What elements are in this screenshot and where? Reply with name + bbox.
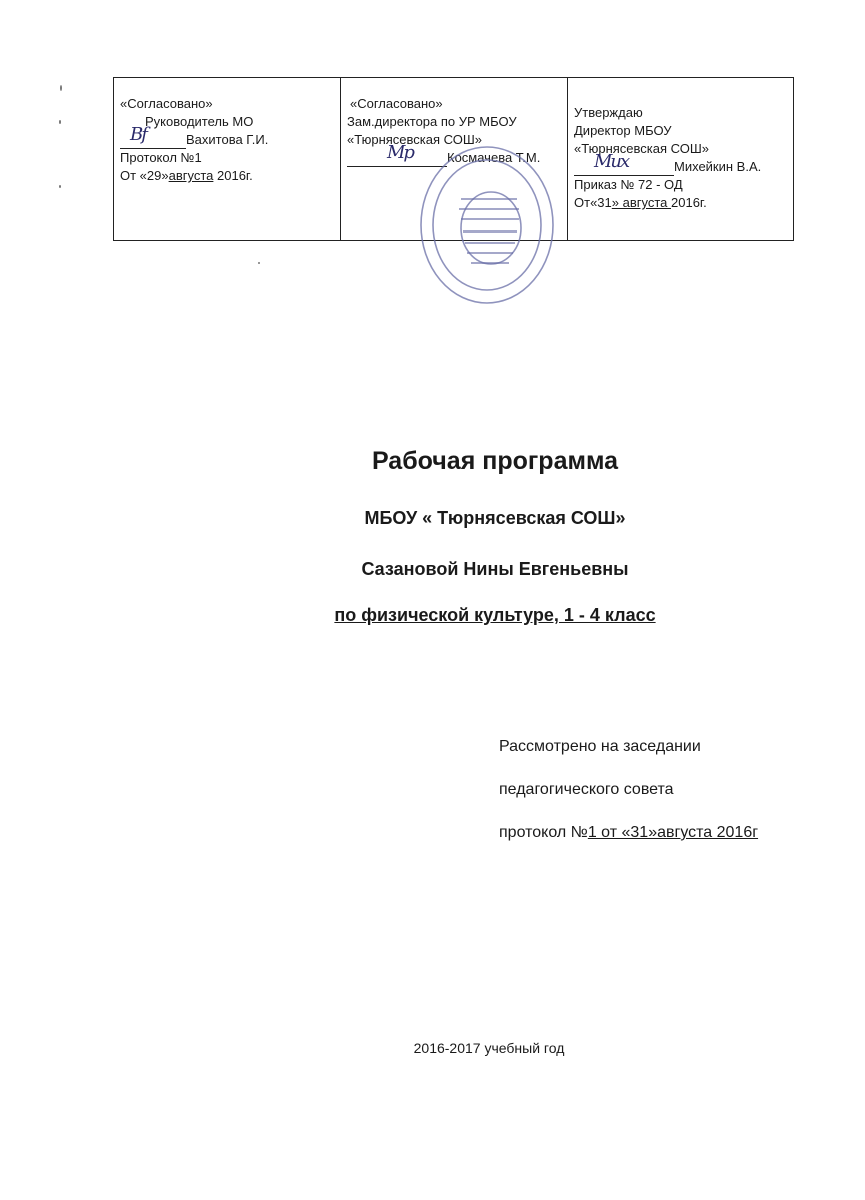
approval-role: Директор МБОУ (574, 123, 672, 138)
approval-cell-director (568, 78, 794, 241)
academic-year: 2016-2017 учебный год (413, 1040, 565, 1056)
approval-heading: «Согласовано» (350, 96, 443, 111)
signature-blank (574, 151, 674, 176)
approval-signature-line (120, 124, 336, 149)
signature-mark: Мих (594, 151, 629, 172)
school-name: МБОУ « Тюрнясевская СОШ» (364, 508, 626, 528)
signature-mark: Мр (387, 142, 413, 163)
signature-mark: Вf (130, 124, 146, 145)
approval-date: От«31» августа 2016г. (574, 195, 707, 210)
scan-speck (59, 120, 61, 124)
approval-org: «Тюрнясевская СОШ» (574, 141, 710, 156)
approval-role: Руководитель МО (145, 114, 254, 129)
approval-cell-methodology (114, 78, 341, 241)
approval-order: Приказ № 72 - ОД (574, 177, 683, 192)
approval-name: Космачева Т.М. (447, 150, 541, 165)
approval-heading: Утверждаю (574, 105, 643, 120)
approval-org: «Тюрнясевская СОШ» (347, 132, 483, 147)
subject-line: по физической культуре, 1 - 4 класс (334, 605, 656, 625)
scan-speck (258, 262, 260, 264)
teacher-name: Сазановой Нины Евгеньевны (361, 559, 629, 579)
approval-date: От «29»августа 2016г. (120, 168, 253, 183)
approval-role: Зам.директора по УР МБОУ (347, 114, 517, 129)
scan-speck (60, 85, 62, 91)
school-seal-stamp (415, 140, 560, 310)
approval-signature-line (574, 151, 789, 176)
review-line-3: протокол №1 от «31»августа 2016г (499, 824, 759, 841)
approval-name: Вахитова Г.И. (186, 132, 269, 147)
signature-blank (120, 124, 186, 149)
approval-name: Михейкин В.А. (674, 159, 762, 174)
scan-speck (59, 185, 61, 188)
approval-protocol: Протокол №1 (120, 150, 202, 165)
review-line-2: педагогического совета (499, 781, 674, 798)
document-title: Рабочая программа (371, 447, 619, 475)
approval-heading: «Согласовано» (120, 96, 213, 111)
review-line-1: Рассмотрено на заседании (499, 738, 701, 755)
